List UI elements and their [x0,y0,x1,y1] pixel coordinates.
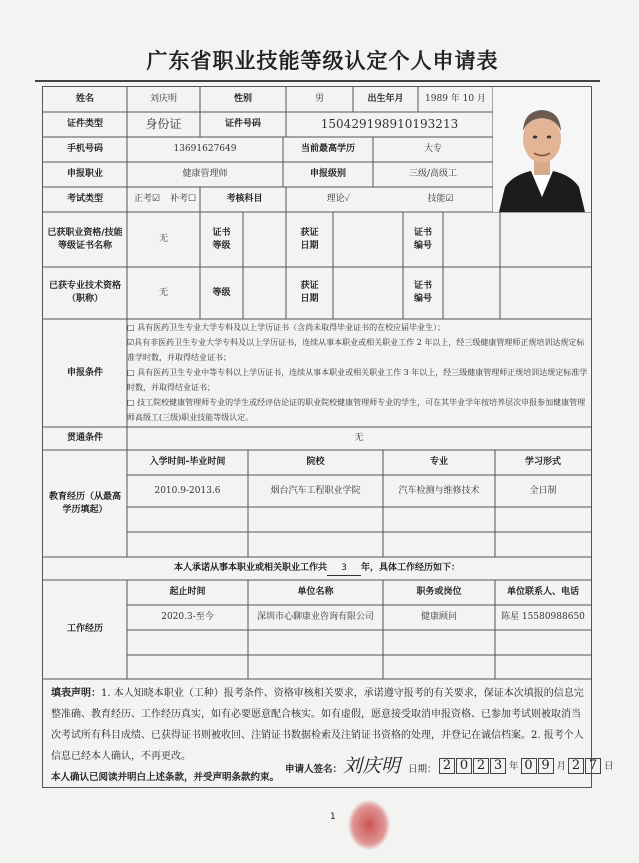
date-digit: 0 [521,758,537,774]
requirement-item: ☑具有非医药卫生专业大学专科及以上学历证书，连续从事本职业或相关职业工作 2 年以上，经三级健康管理师正规培训达规定标准学时数，并取得结业证书； [127,338,585,362]
work-cell-period: 2020.3-至今 [161,612,214,622]
edu-header-school: 院校 [306,457,325,467]
year-unit: 年 [509,761,519,772]
label-cert-level: 证书等级 [212,227,231,251]
date-digit: 2 [568,758,584,774]
value-name: 刘庆明 [149,94,177,104]
date-label: 日期： [408,764,437,775]
date-digit: 0 [456,758,472,774]
edu-header-major: 专业 [429,457,448,467]
value-birth: 1989 年 10 月 [425,94,486,104]
value-occupation: 健康管理师 [182,169,228,179]
edu-cell-school: 烟台汽车工程职业学院 [270,485,361,496]
subject-theory-checkbox[interactable]: 理论✓ [326,194,351,204]
date-digit: 7 [585,758,601,774]
date-boxes [439,758,614,774]
label-level: 申报级别 [309,169,346,179]
portrait-image [493,87,591,212]
signature-name: 刘庆明 [343,755,401,777]
value-gender: 男 [314,94,324,104]
label-tech-level: 等级 [212,287,231,298]
label-tech-cert: 已获专业技术资格（职称） [48,281,121,304]
date-digit: 3 [490,758,506,774]
subject-skill-checkbox[interactable]: 技能☑ [427,194,454,204]
label-transfer: 贯通条件 [66,433,103,443]
value-phone: 13691627649 [173,144,237,154]
work-cell-position: 健康顾问 [420,612,457,622]
applicant-photo [493,87,591,212]
edu-header-period: 入学时间-毕业时间 [149,457,226,467]
declaration-confirm: 本人确认已阅读并明白上述条款，并受声明条款约束。 [51,772,280,783]
work-header-contact: 单位联系人、电话 [506,587,579,597]
label-exam-type: 考试类型 [66,194,103,204]
label-gender: 性别 [233,94,252,104]
label-phone: 手机号码 [66,144,103,154]
label-name: 姓名 [75,94,94,104]
label-birth: 出生年月 [367,94,404,104]
edu-cell-period: 2010.9-2013.6 [154,485,221,496]
label-tech-cert-no: 证书编号 [413,281,432,304]
edu-cell-mode: 全日制 [529,485,557,496]
label-conditions: 申报条件 [66,367,103,378]
value-id-type: 身份证 [145,117,182,131]
fingerprint-seal [348,800,390,850]
form-title: 广东省职业技能等级认定个人申请表 [146,48,499,73]
label-education: 当前最高学历 [300,144,355,154]
value-transfer: 无 [354,433,364,443]
requirements-list [127,320,589,425]
date-digit: 2 [473,758,489,774]
signature-row [43,753,614,783]
work-header-company: 单位名称 [297,587,334,597]
commit-text: 本人承诺从事本职业或相关职业工作共 [173,563,327,573]
label-cert-no: 证书编号 [413,227,432,251]
day-unit: 日 [604,761,614,772]
declaration-heading: 填表声明： [51,688,101,699]
label-exam-subject: 考核科目 [226,194,263,204]
page-number: 1 [330,812,336,822]
date-digit: 2 [439,758,455,774]
value-education: 大专 [423,144,442,154]
work-commitment [43,557,591,580]
edu-header-mode: 学习形式 [524,457,561,467]
requirement-item: □ 具有医药卫生专业大学专科及以上学历证书（含尚未取得毕业证书的在校应届毕业生）； [127,323,446,332]
value-level: 三级/高级工 [408,169,458,179]
title-rule [35,80,600,82]
value-vocational-cert: 无 [158,234,168,244]
commit-tail: 年，具体工作经历如下： [361,563,461,573]
requirement-item: □ 具有医药卫生专业中等专科以上学历证书，连续从事本职业或相关职业工作 3 年以上，经三级健康管理师正规培训达规定标准学时数，并取得结业证书； [127,368,588,392]
application-form [42,86,614,788]
value-id-no: 150429198910193213 [320,117,459,131]
label-edu-history: 教育经历（从最高学历填起） [48,491,121,515]
label-tech-obtain-date: 获证日期 [300,281,319,304]
work-cell-contact: 陈星 15580988650 [501,612,585,622]
exam-makeup-checkbox[interactable]: 补考☐ [169,194,197,204]
label-id-type: 证件类型 [66,119,103,129]
commit-years: 3 [327,562,361,576]
value-tech-cert: 无 [158,287,168,298]
requirement-item: □ 技工院校健康管理师专业的学生或经评估论证的职业院校健康管理师专业的学生，可在其毕业学年按培养层次申报参加健康管理师高级工(三级)职业技能等级认定。 [127,398,586,422]
work-cell-company: 深圳市心聊康业咨询有限公司 [256,612,374,622]
declaration-body: 1. 本人知晓本职业（工种）报考条件、资格审核相关要求，承诺遵守报考的有关要求，保证本次填报的信息完整准确、教育经历、工作经历真实，如有必要愿意配合核实。如有虚假，愿意接受取消申报资格、已参加考试则被取消当次考试所有科目成绩、已获得证书则被收回、注销证书数据检索及注销证书资格的处理，并登记在诚信档案。2. 报考个人信息已经本人确认，不再更改。 [51,688,584,762]
work-header-position: 职务或岗位 [416,587,462,597]
label-work-history: 工作经历 [66,624,103,634]
label-obtain-date: 获证日期 [300,227,319,251]
label-occupation: 申报职业 [66,169,103,179]
exam-normal-checkbox[interactable]: 正考☑ [133,194,161,204]
edu-cell-major: 汽车检测与维修技术 [398,485,480,496]
label-id-no: 证件号码 [224,119,261,129]
label-vocational-cert: 已获职业资格/技能等级证书名称 [47,227,123,251]
work-header-period: 起止时间 [169,587,206,597]
date-digit: 9 [538,758,554,774]
month-unit: 月 [556,761,567,772]
signature-label: 申请人签名： [285,764,343,775]
